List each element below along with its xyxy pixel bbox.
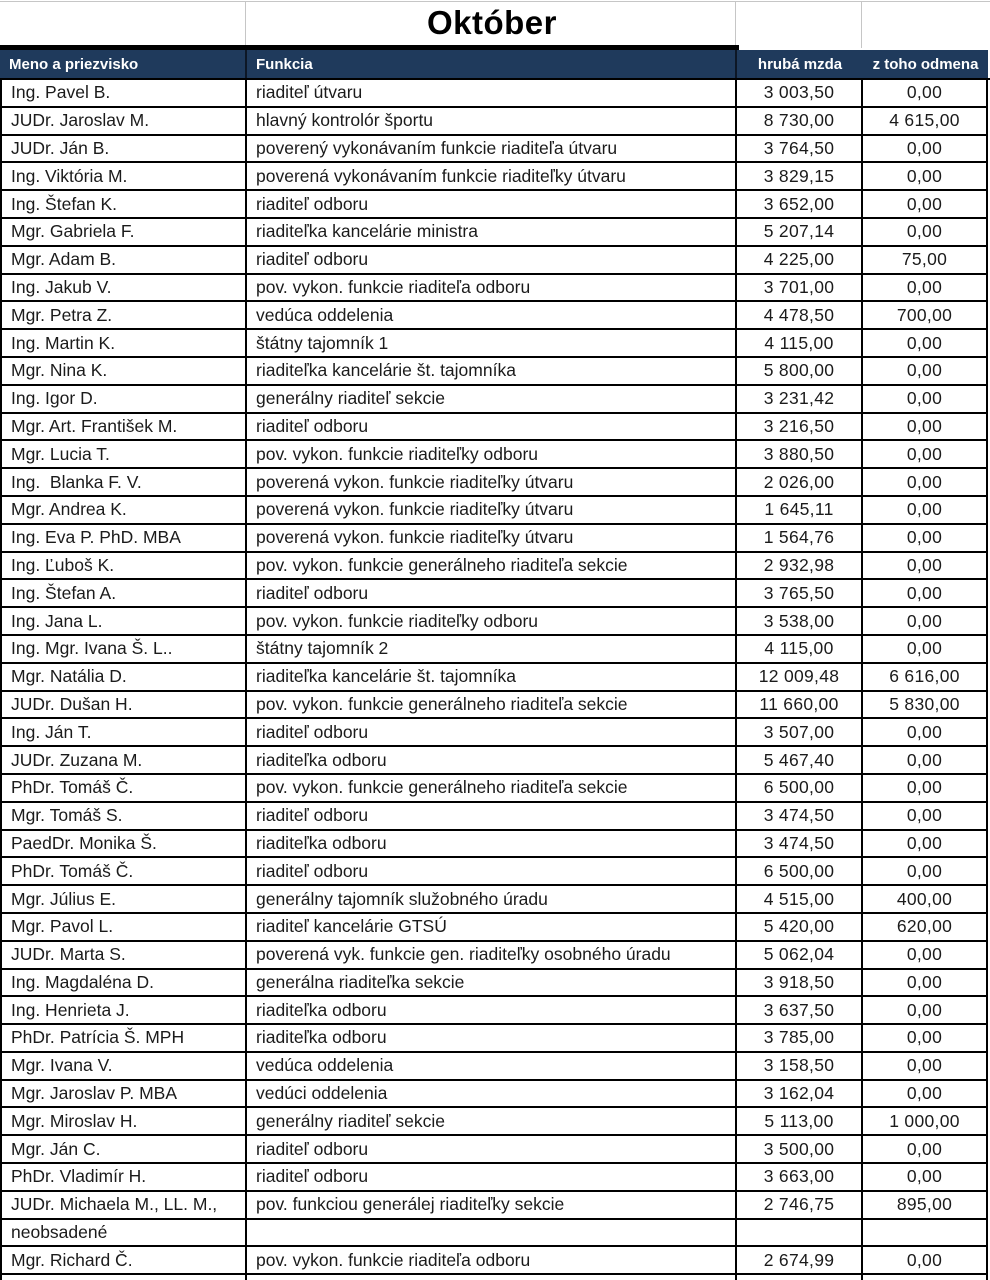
cell-role: riaditeľ útvaru [247,80,737,108]
cell-gross: 2 674,99 [737,1247,863,1275]
cell-role: poverená vykon. funkcie riaditeľky útvaru [247,469,737,497]
cell-role: vedúci oddelenia [247,1081,737,1109]
header-gross-salary: hrubá mzda [757,55,843,73]
cell-bonus: 0,00 [863,608,988,636]
cell-name: JUDr. Michaela M., LL. M., [0,1192,247,1220]
cell-bonus: 0,00 [863,831,988,859]
cell-gross: 3 003,50 [737,80,863,108]
cell-name: Mgr. Petra Z. [0,302,247,330]
cell-name: PhDr. Tomáš Č. [0,858,247,886]
cell-name: Mgr. Július E. [0,886,247,914]
cell-bonus: 700,00 [863,302,988,330]
table-row [0,803,988,831]
header-funkcia: Funkcia [247,50,737,78]
cell-bonus: 620,00 [863,914,988,942]
cell-gross: 4 478,50 [737,302,863,330]
cell-gross: 5 207,14 [737,219,863,247]
cell-gross: 3 162,04 [737,1081,863,1109]
header-top-border [0,45,739,50]
cell-role: riaditeľka odboru [247,747,737,775]
table-row [0,302,988,330]
table-row [0,108,988,136]
table-row [0,636,988,664]
cell-gross: 4 115,00 [737,330,863,358]
cell-name [0,1275,247,1280]
cell-name: Ing. Martin K. [0,330,247,358]
table-row [0,1053,988,1081]
cell-role: generálny riaditeľ sekcie [247,386,737,414]
cell-gross: 5 800,00 [737,358,863,386]
cell-gross: 2 932,98 [737,553,863,581]
cell-name: PaedDr. Monika Š. [0,831,247,859]
cell-gross: 3 765,50 [737,580,863,608]
cell-gross: 1 564,76 [737,525,863,553]
cell-role [247,1220,737,1248]
cell-gross: 3 880,50 [737,441,863,469]
cell-bonus: 4 615,00 [863,108,988,136]
cell-bonus: 0,00 [863,747,988,775]
cell-role: štátny tajomník 1 [247,330,737,358]
cell-name: neobsadené [0,1220,247,1248]
cell-role: poverená vykonávaním funkcie riaditeľky útvaru [247,163,737,191]
table-row [0,858,988,886]
cell-bonus [863,1275,988,1280]
table-row [0,775,988,803]
cell-gross [737,1275,863,1280]
cell-gross: 5 113,00 [737,1108,863,1136]
cell-role: pov. vykon. funkcie generálneho riaditeľa sekcie [247,775,737,803]
cell-name: JUDr. Marta S. [0,942,247,970]
header-name: Meno a priezvisko [0,50,247,78]
cell-name: JUDr. Ján B. [0,136,247,164]
cell-role: riaditeľka kancelárie ministra [247,219,737,247]
cell-name: JUDr. Dušan H. [0,692,247,720]
cell-gross: 3 500,00 [737,1136,863,1164]
table-row [0,525,988,553]
cell-role [247,1275,737,1280]
top-gridline [0,1,990,2]
cell-gross: 3 637,50 [737,997,863,1025]
cell-name: JUDr. Zuzana M. [0,747,247,775]
cell-gross: 5 467,40 [737,747,863,775]
cell-name: Mgr. Andrea K. [0,497,247,525]
table-row [0,330,988,358]
table-row [0,191,988,219]
cell-bonus: 895,00 [863,1192,988,1220]
cell-name: Ing. Magdaléna D. [0,970,247,998]
cell-gross: 3 158,50 [737,1053,863,1081]
cell-bonus: 75,00 [863,247,988,275]
table-header [0,50,988,78]
cell-bonus: 0,00 [863,942,988,970]
cell-role: poverená vykon. funkcie riaditeľky útvaru [247,497,737,525]
cell-role: poverená vyk. funkcie gen. riaditeľky osobného úradu [247,942,737,970]
cell-bonus: 0,00 [863,719,988,747]
table-row [0,1108,988,1136]
cell-role: pov. vykon. funkcie riaditeľa odboru [247,1247,737,1275]
cell-name: Ing. Jakub V. [0,275,247,303]
table-row [0,1025,988,1053]
cell-bonus: 0,00 [863,330,988,358]
table-row [0,831,988,859]
cell-bonus: 0,00 [863,163,988,191]
cell-gross: 3 652,00 [737,191,863,219]
month-title: Október [426,4,558,41]
cell-role: hlavný kontrolór športu [247,108,737,136]
cell-role: pov. vykon. funkcie riaditeľky odboru [247,441,737,469]
cell-name: Mgr. Art. František M. [0,414,247,442]
table-row [0,580,988,608]
cell-bonus: 0,00 [863,441,988,469]
table-row [0,441,988,469]
cell-gross: 1 645,11 [737,497,863,525]
cell-role: riaditeľ odboru [247,1164,737,1192]
cell-name: PhDr. Vladimír H. [0,1164,247,1192]
table-row [0,1192,988,1220]
cell-bonus: 0,00 [863,997,988,1025]
header-bonus: z toho odmena [872,55,979,73]
table-row [0,247,988,275]
cell-role: riaditeľ odboru [247,858,737,886]
cell-name: Mgr. Nina K. [0,358,247,386]
cell-gross: 3 507,00 [737,719,863,747]
cell-name: Mgr. Tomáš S. [0,803,247,831]
cell-role: generálna riaditeľka sekcie [247,970,737,998]
cell-bonus: 0,00 [863,386,988,414]
cell-bonus: 0,00 [863,469,988,497]
cell-gross: 3 663,00 [737,1164,863,1192]
cell-name: Mgr. Ján C. [0,1136,247,1164]
cell-bonus: 0,00 [863,525,988,553]
title-gridline-3 [861,2,862,48]
table-row [0,136,988,164]
cell-role: vedúca oddelenia [247,1053,737,1081]
cell-gross: 3 785,00 [737,1025,863,1053]
cell-role: generálny tajomník služobného úradu [247,886,737,914]
cell-name: PhDr. Patrícia Š. MPH [0,1025,247,1053]
cell-gross: 3 764,50 [737,136,863,164]
cell-gross: 6 500,00 [737,858,863,886]
cell-gross: 5 420,00 [737,914,863,942]
table-row [0,1136,988,1164]
cell-name: Mgr. Natália D. [0,664,247,692]
cell-name: Ing. Ján T. [0,719,247,747]
cell-role: riaditeľ odboru [247,719,737,747]
cell-bonus: 0,00 [863,553,988,581]
cell-gross: 3 918,50 [737,970,863,998]
cell-gross: 3 474,50 [737,831,863,859]
table-row [0,469,988,497]
cell-name: Ing. Igor D. [0,386,247,414]
cell-role: riaditeľ odboru [247,247,737,275]
cell-bonus: 0,00 [863,775,988,803]
cell-name: Ing. Mgr. Ivana Š. L.. [0,636,247,664]
cell-role: riaditeľ kancelárie GTSÚ [247,914,737,942]
cell-gross: 2 746,75 [737,1192,863,1220]
cell-name: Mgr. Pavol L. [0,914,247,942]
cell-role: generálny riaditeľ sekcie [247,1108,737,1136]
cell-name: Ing. Blanka F. V. [0,469,247,497]
cell-bonus: 6 616,00 [863,664,988,692]
table-row [0,80,988,108]
table-row [0,275,988,303]
cell-name: JUDr. Jaroslav M. [0,108,247,136]
title-row [0,0,990,50]
table-row [0,997,988,1025]
title-gridline-1 [245,2,246,48]
cell-name: Ing. Štefan A. [0,580,247,608]
cell-role: poverená vykon. funkcie riaditeľky útvaru [247,525,737,553]
cell-name: Ing. Viktória M. [0,163,247,191]
table-row [0,219,988,247]
cell-bonus: 0,00 [863,636,988,664]
cell-gross: 4 515,00 [737,886,863,914]
cell-bonus: 5 830,00 [863,692,988,720]
cell-gross: 3 474,50 [737,803,863,831]
table-row [0,1247,988,1275]
cell-bonus: 0,00 [863,191,988,219]
cell-role: riaditeľka odboru [247,997,737,1025]
table-row [0,386,988,414]
table-row [0,414,988,442]
cell-gross: 5 062,04 [737,942,863,970]
cell-role: poverený vykonávaním funkcie riaditeľa útvaru [247,136,737,164]
cell-role: riaditeľ odboru [247,191,737,219]
cell-bonus: 0,00 [863,80,988,108]
cell-gross [737,1220,863,1248]
cell-name: PhDr. Tomáš Č. [0,775,247,803]
cell-bonus: 0,00 [863,136,988,164]
cell-name: Mgr. Adam B. [0,247,247,275]
partial-row [0,1275,988,1280]
cell-role: pov. vykon. funkcie riaditeľky odboru [247,608,737,636]
cell-gross: 2 026,00 [737,469,863,497]
cell-gross: 8 730,00 [737,108,863,136]
cell-role: pov. vykon. funkcie riaditeľa odboru [247,275,737,303]
cell-name: Ing. Henrieta J. [0,997,247,1025]
cell-name: Ing. Ľuboš K. [0,553,247,581]
cell-bonus: 400,00 [863,886,988,914]
cell-bonus: 0,00 [863,1164,988,1192]
table-row [0,886,988,914]
cell-role: pov. funkciou generálej riaditeľky sekcie [247,1192,737,1220]
cell-role: pov. vykon. funkcie generálneho riaditeľa sekcie [247,692,737,720]
cell-gross: 11 660,00 [737,692,863,720]
cell-role: riaditeľ odboru [247,414,737,442]
cell-role: riaditeľka odboru [247,1025,737,1053]
cell-name: Mgr. Jaroslav P. MBA [0,1081,247,1109]
table-row [0,1081,988,1109]
cell-bonus: 0,00 [863,275,988,303]
cell-gross: 3 231,42 [737,386,863,414]
cell-bonus: 0,00 [863,1247,988,1275]
cell-name: Ing. Pavel B. [0,80,247,108]
cell-bonus: 0,00 [863,803,988,831]
cell-gross: 3 216,50 [737,414,863,442]
cell-role: riaditeľka odboru [247,831,737,859]
table-row [0,942,988,970]
cell-gross: 3 538,00 [737,608,863,636]
cell-name: Mgr. Gabriela F. [0,219,247,247]
cell-name: Mgr. Richard Č. [0,1247,247,1275]
cell-role: riaditeľ odboru [247,803,737,831]
table-body [0,78,990,1280]
cell-bonus: 0,00 [863,219,988,247]
cell-role: riaditeľka kancelárie št. tajomníka [247,664,737,692]
cell-bonus: 0,00 [863,970,988,998]
cell-bonus: 0,00 [863,1081,988,1109]
cell-bonus [863,1220,988,1248]
cell-bonus: 0,00 [863,580,988,608]
cell-bonus: 0,00 [863,1136,988,1164]
table-row [0,358,988,386]
cell-name: Mgr. Lucia T. [0,441,247,469]
cell-role: riaditeľ odboru [247,1136,737,1164]
cell-role: vedúca oddelenia [247,302,737,330]
table-row [0,163,988,191]
cell-bonus: 1 000,00 [863,1108,988,1136]
table-row [0,608,988,636]
cell-name: Ing. Štefan K. [0,191,247,219]
cell-role: pov. vykon. funkcie generálneho riaditeľa sekcie [247,553,737,581]
cell-name: Mgr. Miroslav H. [0,1108,247,1136]
cell-bonus: 0,00 [863,358,988,386]
table-row [0,664,988,692]
table-row [0,914,988,942]
cell-gross: 6 500,00 [737,775,863,803]
table-row [0,719,988,747]
cell-name: Mgr. Ivana V. [0,1053,247,1081]
table-row [0,747,988,775]
table-row [0,1220,988,1248]
table-row [0,692,988,720]
cell-gross: 4 115,00 [737,636,863,664]
cell-bonus: 0,00 [863,414,988,442]
cell-gross: 4 225,00 [737,247,863,275]
table-row [0,497,988,525]
cell-name: Ing. Jana L. [0,608,247,636]
cell-bonus: 0,00 [863,1053,988,1081]
cell-bonus: 0,00 [863,497,988,525]
table-row [0,970,988,998]
table-row [0,1164,988,1192]
cell-bonus: 0,00 [863,1025,988,1053]
cell-role: štátny tajomník 2 [247,636,737,664]
cell-role: riaditeľka kancelárie št. tajomníka [247,358,737,386]
cell-bonus: 0,00 [863,858,988,886]
cell-role: riaditeľ odboru [247,580,737,608]
table-row [0,553,988,581]
cell-gross: 3 829,15 [737,163,863,191]
cell-gross: 3 701,00 [737,275,863,303]
cell-name: Ing. Eva P. PhD. MBA [0,525,247,553]
cell-gross: 12 009,48 [737,664,863,692]
